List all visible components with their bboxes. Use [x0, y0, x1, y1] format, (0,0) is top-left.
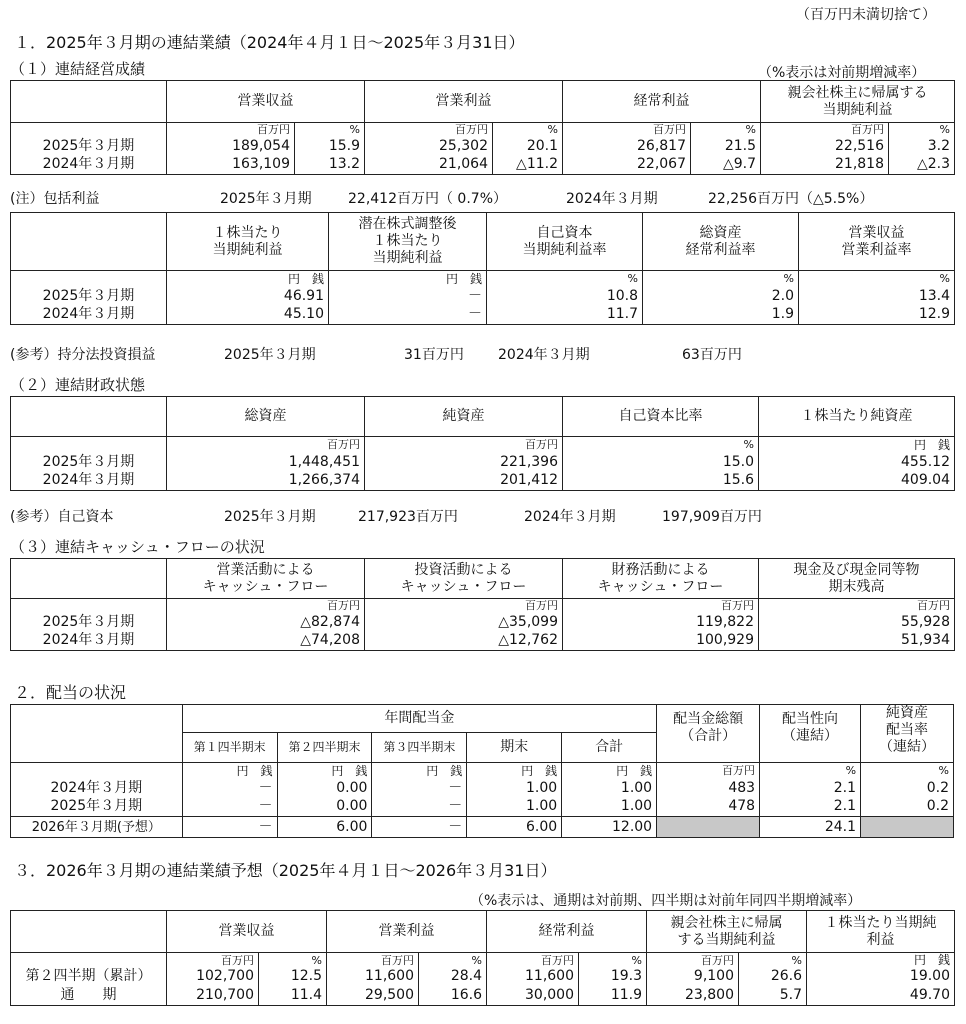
unit-label: 百万円: [563, 123, 691, 137]
row-label: 2024年３月期: [11, 779, 183, 798]
header-cash-balance: 現金及び現金同等物 期末残高: [759, 559, 955, 599]
cell: 19.3: [579, 967, 647, 986]
header-net-income: 親会社株主に帰属 する当期純利益: [647, 911, 807, 953]
table-row: [11, 306, 955, 325]
cell: 0.00: [277, 779, 372, 798]
cell: 30,000: [487, 986, 579, 1005]
cell: 163,109: [167, 156, 295, 175]
unit-blank: [11, 763, 183, 779]
unit-label: 百万円: [365, 437, 563, 453]
row-label: 2025年３月期: [11, 453, 167, 472]
operating-results-table: [10, 80, 955, 175]
unit-blank: [11, 599, 167, 613]
unit-label: 百万円: [327, 953, 419, 968]
cell: 51,934: [759, 632, 955, 651]
cell: 15.6: [563, 472, 759, 491]
section2-title: ２．配当の状況: [14, 683, 127, 702]
cell: 1.00: [467, 779, 562, 798]
cell: 11,600: [487, 967, 579, 986]
unit-label: 円 銭: [329, 271, 487, 287]
unit-label: %: [259, 953, 327, 968]
row-label: 2025年３月期: [11, 798, 183, 817]
cell: 21.5: [691, 137, 761, 156]
cell: △11.2: [493, 156, 563, 175]
header-net-income: 親会社株主に帰属する 当期純利益: [761, 81, 955, 123]
header-blank: [11, 705, 183, 763]
unit-label: %: [760, 763, 861, 779]
cell: 1,448,451: [167, 453, 365, 472]
comprehensive-period2: 2024年３月期: [566, 191, 658, 207]
header-ordinary-income: 経常利益: [563, 81, 761, 123]
cell: 0.2: [861, 779, 954, 798]
cell: 0.00: [277, 798, 372, 817]
unit-label: 百万円: [365, 123, 493, 137]
unit-label: %: [691, 123, 761, 137]
header-blank: [11, 559, 167, 599]
equity-method-period2: 2024年３月期: [498, 347, 590, 363]
comprehensive-value1: 22,412百万円（ 0.7%）: [348, 191, 508, 207]
cell: 119,822: [563, 613, 759, 632]
header-operating-cf: 営業活動による キャッシュ・フロー: [167, 559, 365, 599]
cell: －: [372, 798, 467, 817]
sub1-title: （１）連結経営成績: [10, 60, 146, 78]
row-label: 2026年３月期(予想）: [11, 817, 183, 838]
unit-label: 百万円: [167, 599, 365, 613]
unit-label: 円 銭: [807, 953, 955, 968]
cell: 210,700: [167, 986, 259, 1005]
row-label: 2024年３月期: [11, 306, 167, 325]
table-row: [11, 137, 955, 156]
table-row: [11, 779, 954, 798]
sub3-title: （３）連結キャッシュ・フローの状況: [10, 538, 265, 556]
cell: 221,396: [365, 453, 563, 472]
unit-label: 百万円: [167, 953, 259, 968]
unit-label: 円 銭: [182, 763, 277, 779]
unit-label: 百万円: [563, 599, 759, 613]
cell: 22,067: [563, 156, 691, 175]
section1-title: １．2025年３月期の連結業績（2024年４月１日～2025年３月31日）: [14, 33, 525, 52]
header-eps: １株当たり当期純 利益: [807, 911, 955, 953]
dividends-table: [10, 704, 954, 838]
comprehensive-period1: 2025年３月期: [220, 191, 312, 207]
cell: 11.7: [487, 306, 643, 325]
unit-label: 百万円: [761, 123, 889, 137]
unit-label: 百万円: [657, 763, 760, 779]
cell: 1,266,374: [167, 472, 365, 491]
cell: 5.7: [739, 986, 807, 1005]
unit-label: 百万円: [647, 953, 739, 968]
cell: 0.2: [861, 798, 954, 817]
row-label: 通 期: [11, 986, 167, 1005]
cell: 22,516: [761, 137, 889, 156]
header-doe: 純資産 配当率 （連結）: [861, 705, 954, 763]
header-q2: 第２四半期末: [277, 733, 372, 763]
cell: 201,412: [365, 472, 563, 491]
cell: 12.5: [259, 967, 327, 986]
comprehensive-label: (注）包括利益: [10, 191, 100, 207]
section3-note: （%表示は、通期は対前期、四半期は対前年同四半期増減率）: [470, 893, 862, 909]
cell: －: [329, 287, 487, 306]
cell: －: [182, 798, 277, 817]
per-share-table: [10, 212, 955, 325]
header-total: 合計: [562, 733, 657, 763]
cell: 26,817: [563, 137, 691, 156]
unit-label: %: [487, 271, 643, 287]
unit-label: 円 銭: [562, 763, 657, 779]
section3-title: ３．2026年３月期の連結業績予想（2025年４月１日～2026年３月31日）: [14, 861, 557, 880]
header-bps: １株当たり純資産: [759, 397, 955, 437]
header-blank: [11, 213, 167, 271]
unit-label: %: [739, 953, 807, 968]
row-label: 2025年３月期: [11, 137, 167, 156]
table-row: [11, 472, 955, 491]
unit-label: 円 銭: [372, 763, 467, 779]
table-row: [11, 287, 955, 306]
cell: 21,064: [365, 156, 493, 175]
cell: 2.1: [760, 779, 861, 798]
unit-label: 百万円: [759, 599, 955, 613]
cell: 29,500: [327, 986, 419, 1005]
header-q3: 第３四半期末: [372, 733, 467, 763]
unit-label: 円 銭: [467, 763, 562, 779]
row-label: 2025年３月期: [11, 287, 167, 306]
unit-blank: [11, 953, 167, 968]
equity-value1: 217,923百万円: [358, 509, 458, 525]
cell: 21,818: [761, 156, 889, 175]
cell: △35,099: [365, 613, 563, 632]
cell: 2.1: [760, 798, 861, 817]
cell-shaded: [657, 817, 760, 838]
cell: －: [372, 779, 467, 798]
unit-label: 百万円: [365, 599, 563, 613]
sub2-title: （２）連結財政状態: [10, 376, 146, 394]
unit-label: 百万円: [167, 437, 365, 453]
cell: 23,800: [647, 986, 739, 1005]
unit-label: %: [295, 123, 365, 137]
cell: 19.00: [807, 967, 955, 986]
cell: 24.1: [760, 817, 861, 838]
row-label: 2025年３月期: [11, 613, 167, 632]
cell: 46.91: [167, 287, 329, 306]
cell: 478: [657, 798, 760, 817]
equity-period2: 2024年３月期: [524, 509, 616, 525]
cell: 28.4: [419, 967, 487, 986]
cell: 100,929: [563, 632, 759, 651]
cell: 2.0: [643, 287, 799, 306]
table-row: [11, 156, 955, 175]
table-row: [11, 632, 955, 651]
unit-label: 円 銭: [277, 763, 372, 779]
header-blank: [11, 81, 167, 123]
equity-method-value1: 31百万円: [404, 347, 464, 363]
cell: △2.3: [889, 156, 955, 175]
cell: 11.4: [259, 986, 327, 1005]
header-q1: 第１四半期末: [182, 733, 277, 763]
cell: －: [182, 817, 277, 838]
cell: 12.00: [562, 817, 657, 838]
forecast-table: [10, 910, 955, 1006]
cell: 9,100: [647, 967, 739, 986]
header-net-assets: 純資産: [365, 397, 563, 437]
cell: 12.9: [799, 306, 955, 325]
header-operating-income: 営業利益: [365, 81, 563, 123]
cell: 455.12: [759, 453, 955, 472]
cell: △74,208: [167, 632, 365, 651]
equity-method-value2: 63百万円: [682, 347, 742, 363]
header-year-end: 期末: [467, 733, 562, 763]
unit-blank: [11, 437, 167, 453]
equity-value2: 197,909百万円: [662, 509, 762, 525]
cell: －: [329, 306, 487, 325]
header-ordinary-income: 経常利益: [487, 911, 647, 953]
cell: 10.8: [487, 287, 643, 306]
header-roa: 総資産 経常利益率: [643, 213, 799, 271]
header-blank: [11, 397, 167, 437]
cell: 1.00: [467, 798, 562, 817]
cell: 15.9: [295, 137, 365, 156]
cell: 189,054: [167, 137, 295, 156]
cash-flow-table: [10, 558, 955, 651]
cell: －: [372, 817, 467, 838]
unit-label: %: [579, 953, 647, 968]
header-operating-revenue: 営業収益: [167, 81, 365, 123]
cell: 20.1: [493, 137, 563, 156]
row-label: 第２四半期（累計）: [11, 967, 167, 986]
cell: 11,600: [327, 967, 419, 986]
unit-label: 百万円: [487, 953, 579, 968]
equity-method-period1: 2025年３月期: [224, 347, 316, 363]
cell: 409.04: [759, 472, 955, 491]
cell: △12,762: [365, 632, 563, 651]
cell: △82,874: [167, 613, 365, 632]
header-total-dividend: 配当金総額 （合計）: [657, 705, 760, 763]
cell: △9.7: [691, 156, 761, 175]
table-row: [11, 613, 955, 632]
cell: 483: [657, 779, 760, 798]
cell: 1.9: [643, 306, 799, 325]
header-operating-margin: 営業収益 営業利益率: [799, 213, 955, 271]
header-equity-ratio: 自己資本比率: [563, 397, 759, 437]
comprehensive-value2: 22,256百万円（△5.5%）: [708, 191, 874, 207]
table-row: [11, 967, 955, 986]
cell: 25,302: [365, 137, 493, 156]
cell: 1.00: [562, 779, 657, 798]
cell: 55,928: [759, 613, 955, 632]
table-row: [11, 817, 954, 838]
header-eps: １株当たり 当期純利益: [167, 213, 329, 271]
unit-label: 円 銭: [167, 271, 329, 287]
unit-label: %: [419, 953, 487, 968]
header-roe: 自己資本 当期純利益率: [487, 213, 643, 271]
cell: 49.70: [807, 986, 955, 1005]
header-operating-revenue: 営業収益: [167, 911, 327, 953]
cell: 6.00: [277, 817, 372, 838]
row-label: 2024年３月期: [11, 472, 167, 491]
cell: 102,700: [167, 967, 259, 986]
unit-label: 円 銭: [759, 437, 955, 453]
sub1-note: （%表示は対前期増減率）: [758, 65, 926, 81]
financial-position-table: [10, 396, 955, 491]
unit-label: %: [861, 763, 954, 779]
unit-blank: [11, 123, 167, 137]
cell: 1.00: [562, 798, 657, 817]
cell: 13.4: [799, 287, 955, 306]
header-annual-dividend: 年間配当金: [182, 705, 656, 733]
equity-label: (参考）自己資本: [10, 509, 114, 525]
cell: 16.6: [419, 986, 487, 1005]
header-payout-ratio: 配当性向 （連結）: [760, 705, 861, 763]
header-total-assets: 総資産: [167, 397, 365, 437]
table-row: [11, 986, 955, 1005]
cell: 15.0: [563, 453, 759, 472]
cell: 45.10: [167, 306, 329, 325]
header-financing-cf: 財務活動による キャッシュ・フロー: [563, 559, 759, 599]
cell: 13.2: [295, 156, 365, 175]
header-operating-income: 営業利益: [327, 911, 487, 953]
unit-label: 百万円: [167, 123, 295, 137]
unit-label: %: [799, 271, 955, 287]
cell: 6.00: [467, 817, 562, 838]
unit-label: %: [563, 437, 759, 453]
cell: －: [182, 779, 277, 798]
unit-note: （百万円未満切捨て）: [796, 7, 936, 23]
header-blank: [11, 911, 167, 953]
unit-label: %: [643, 271, 799, 287]
table-row: [11, 798, 954, 817]
header-diluted-eps: 潜在株式調整後 １株当たり 当期純利益: [329, 213, 487, 271]
header-investing-cf: 投資活動による キャッシュ・フロー: [365, 559, 563, 599]
cell: 26.6: [739, 967, 807, 986]
unit-label: %: [493, 123, 563, 137]
equity-method-label: (参考）持分法投資損益: [10, 347, 156, 363]
cell: 11.9: [579, 986, 647, 1005]
row-label: 2024年３月期: [11, 632, 167, 651]
cell-shaded: [861, 817, 954, 838]
equity-period1: 2025年３月期: [224, 509, 316, 525]
unit-blank: [11, 271, 167, 287]
row-label: 2024年３月期: [11, 156, 167, 175]
unit-label: %: [889, 123, 955, 137]
table-row: [11, 453, 955, 472]
cell: 3.2: [889, 137, 955, 156]
